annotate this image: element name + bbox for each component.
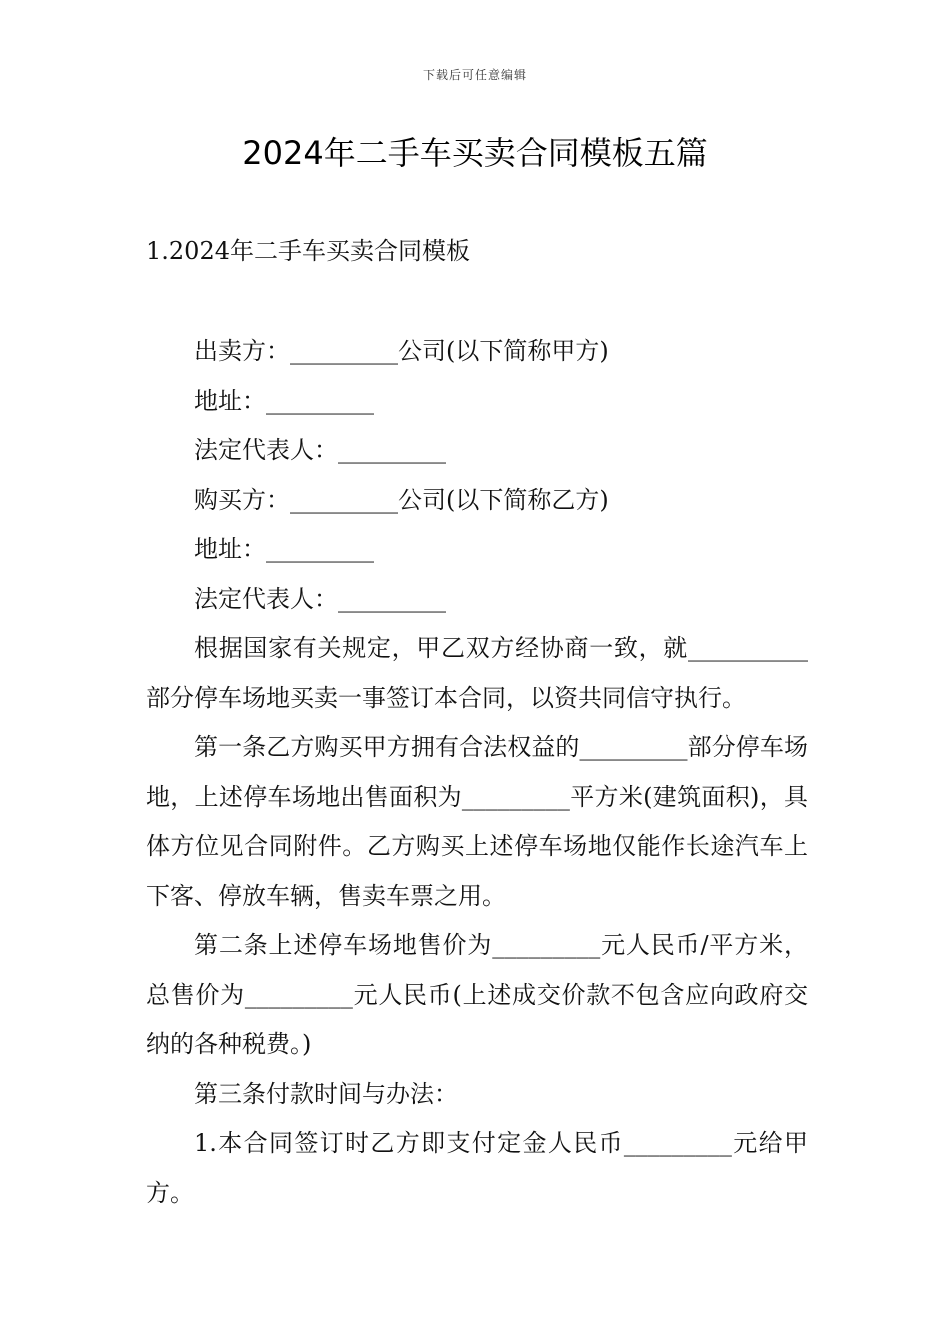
document-title: 2024年二手车买卖合同模板五篇 <box>242 134 708 172</box>
buyer-representative-line: 法定代表人：_________ <box>194 584 446 613</box>
preamble-paragraph: 根据国家有关规定，甲乙双方经协商一致，就__________部分停车场地买卖一事签订本合同，以资共同信守执行。 <box>146 634 808 712</box>
contract-body <box>146 327 808 1218</box>
payment-clause-one: 1.本合同签订时乙方即支付定金人民币_________元给甲方。 <box>146 1129 808 1207</box>
seller-address-line: 地址：_________ <box>194 386 374 415</box>
header-note: 下载后可任意编辑 <box>422 68 527 82</box>
seller-line: 出卖方：_________公司(以下简称甲方) <box>194 337 609 365</box>
buyer-address-line: 地址：_________ <box>194 535 374 563</box>
section-heading: 1.2024年二手车买卖合同模板 <box>146 237 470 265</box>
article-two-paragraph: 第二条上述停车场地售价为_________元人民币/平方米，总售价为_________元人民币(上述成交价款不包含应向政府交纳的各种税费。) <box>146 931 808 1058</box>
article-one-paragraph: 第一条乙方购买甲方拥有合法权益的_________部分停车场地，上述停车场地出售面积为_________平方米(建筑面积)，具体方位见合同附件。乙方购买上述停车场地仅能作长途汽车上下客、停放车辆，售卖车票之用。 <box>146 733 808 910</box>
article-three-heading: 第三条付款时间与办法： <box>194 1079 458 1108</box>
buyer-line: 购买方：_________公司(以下简称乙方) <box>194 485 609 514</box>
seller-representative-line: 法定代表人：_________ <box>194 436 446 464</box>
